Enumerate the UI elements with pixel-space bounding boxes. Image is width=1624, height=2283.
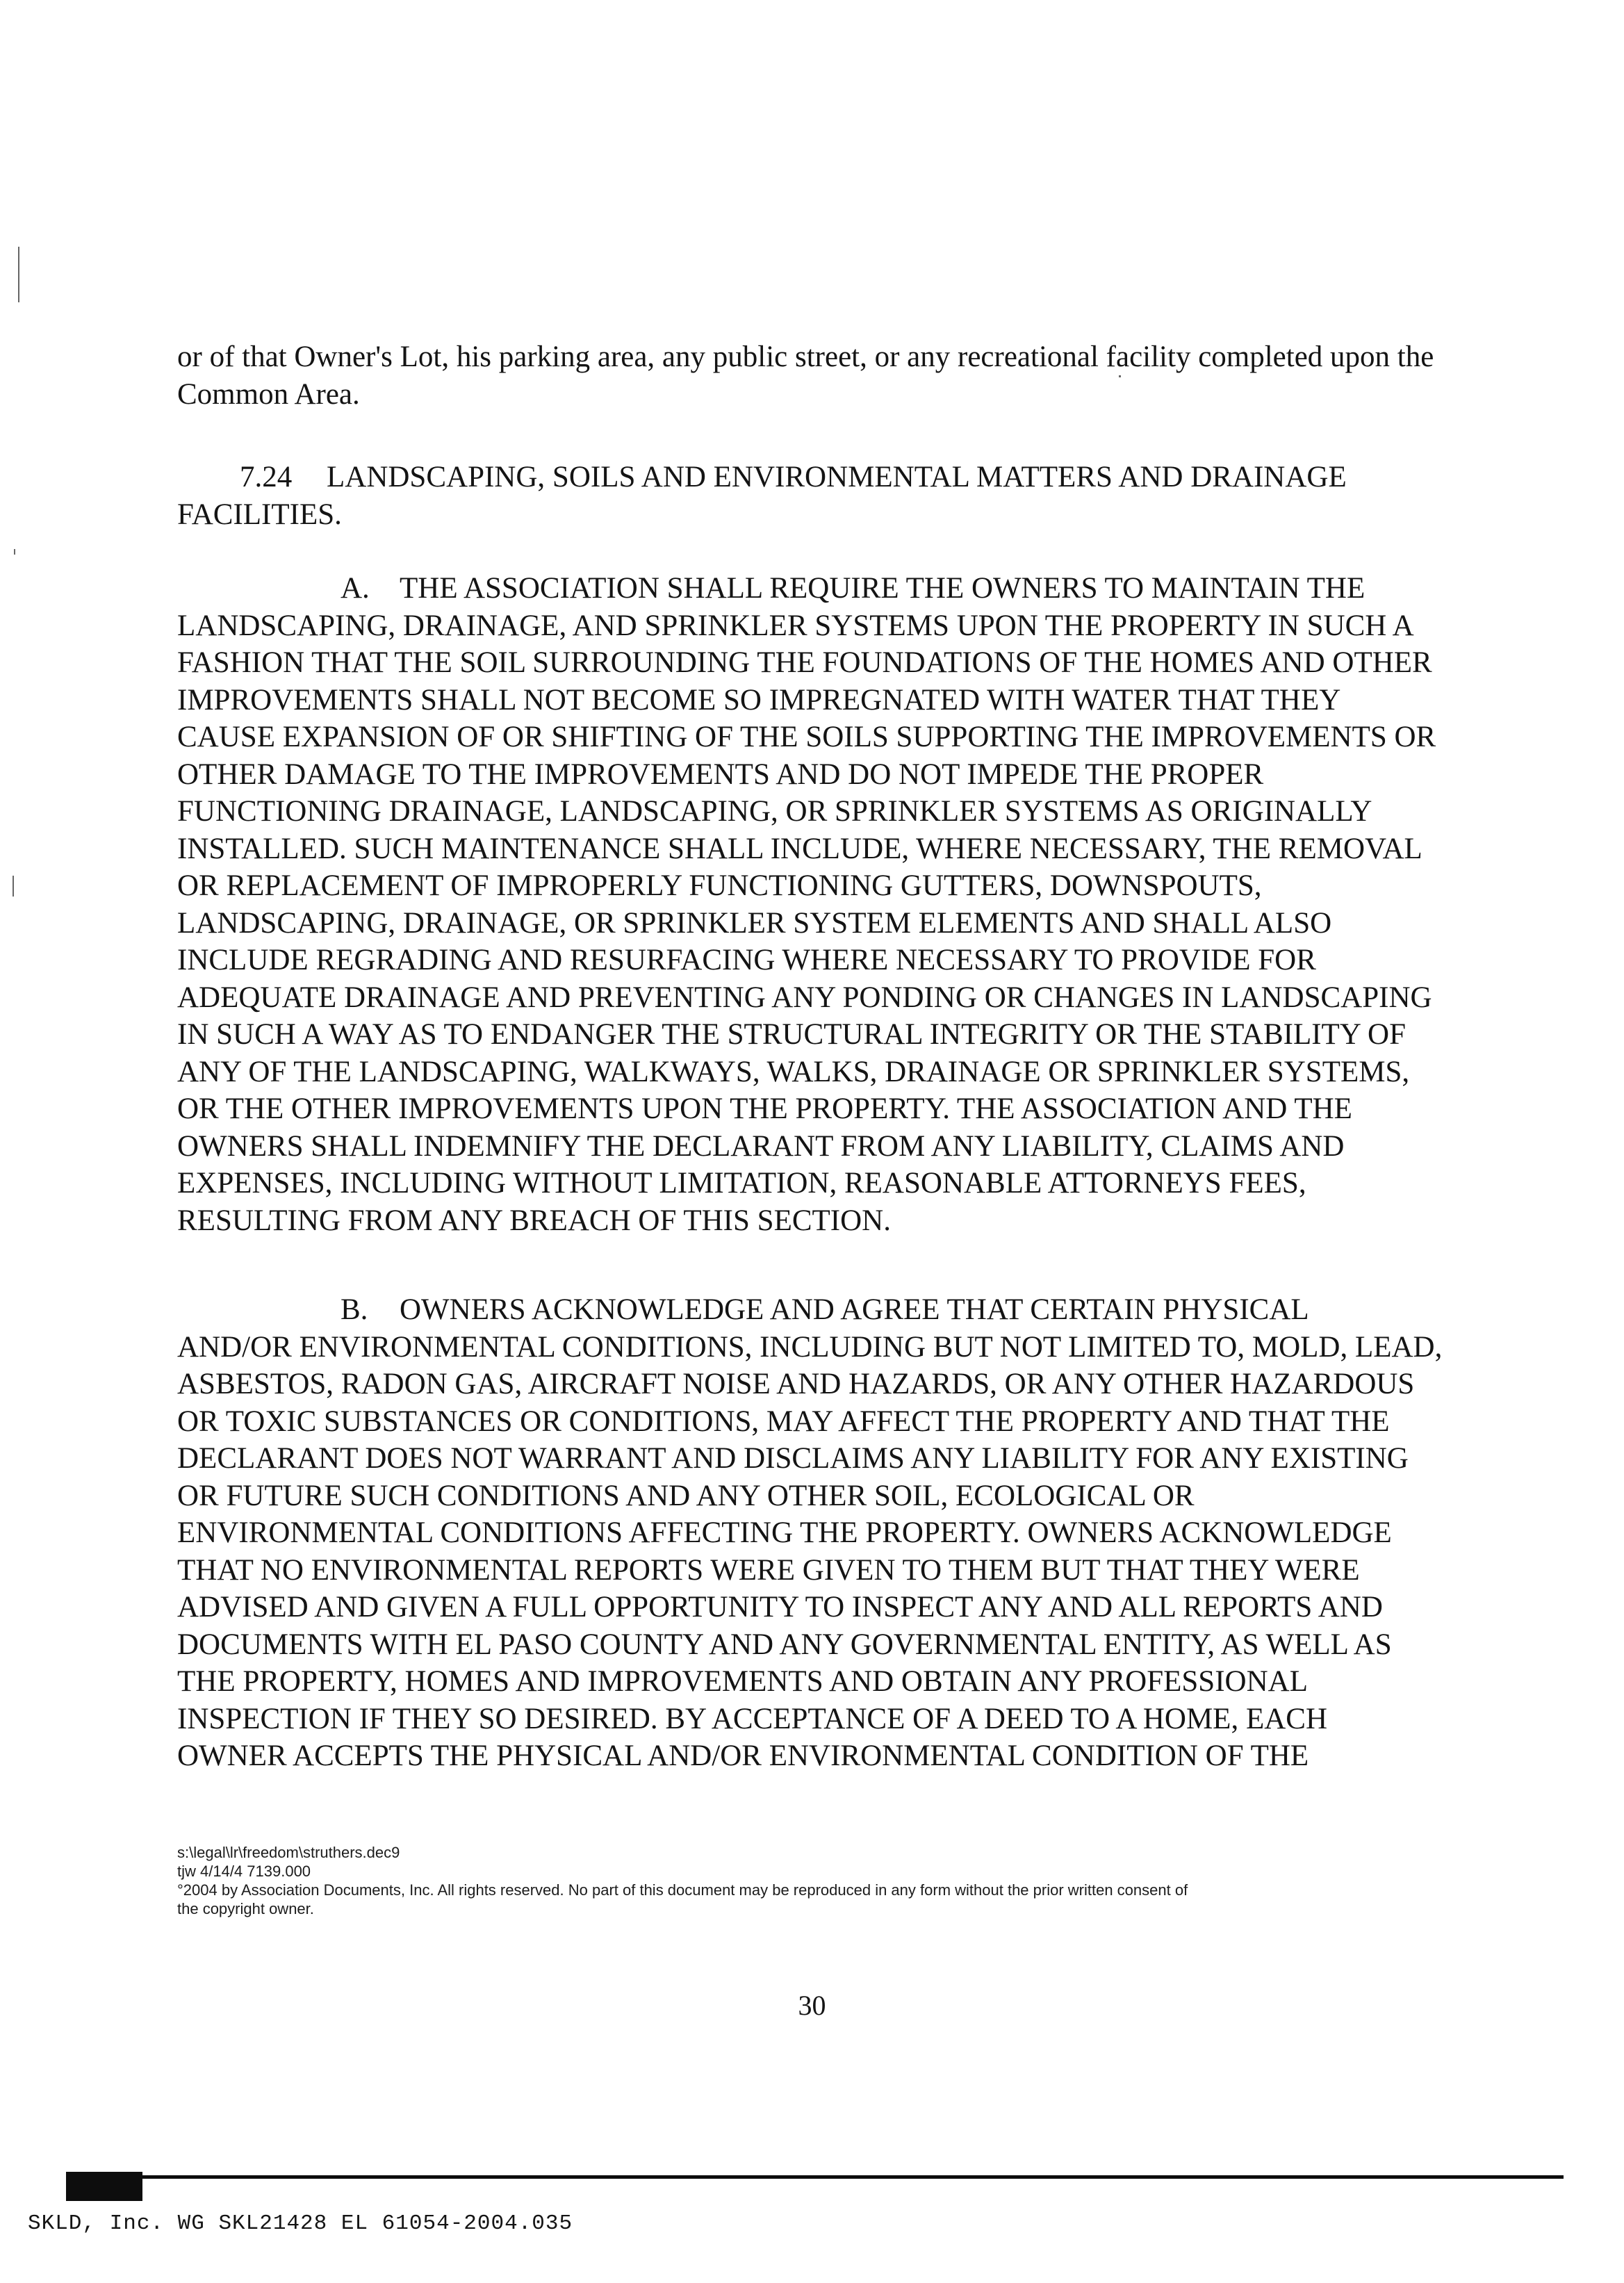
subsection-line: RESULTING FROM ANY BREACH OF THIS SECTION. bbox=[177, 1204, 891, 1237]
section-title: LANDSCAPING, SOILS AND ENVIRONMENTAL MATTERS AND DRAINAGE bbox=[327, 461, 1347, 493]
bottom-rule bbox=[66, 2175, 1564, 2179]
subsection-line: ADEQUATE DRAINAGE AND PREVENTING ANY PONDING OR CHANGES IN LANDSCAPING bbox=[177, 981, 1432, 1014]
subsection-line: LANDSCAPING, DRAINAGE, OR SPRINKLER SYSTEM ELEMENTS AND SHALL ALSO bbox=[177, 906, 1332, 940]
copyright-notice: °2004 by Association Documents, Inc. All rights reserved. No part of this document may be reproduced in any form without the prior written consent of bbox=[177, 1881, 1188, 1899]
continuation-line: or of that Owner's Lot, his parking area, any public street, or any recreational facility completed upon the bbox=[177, 341, 1434, 373]
subsection-line: OR THE OTHER IMPROVEMENTS UPON THE PROPERTY. THE ASSOCIATION AND THE bbox=[177, 1093, 1352, 1125]
subsection-line: OR TOXIC SUBSTANCES OR CONDITIONS, MAY AFFECT THE PROPERTY AND THAT THE bbox=[177, 1405, 1390, 1438]
subsection-a bbox=[177, 570, 1518, 1239]
subsection-line: THAT NO ENVIRONMENTAL REPORTS WERE GIVEN TO THEM BUT THAT THEY WERE bbox=[177, 1553, 1360, 1587]
scan-speck bbox=[13, 876, 14, 897]
subsection-line: OWNERS SHALL INDEMNIFY THE DECLARANT FROM ANY LIABILITY, CLAIMS AND bbox=[177, 1129, 1345, 1163]
subsection-letter: A. bbox=[341, 572, 370, 605]
section-number: 7.24 bbox=[240, 461, 293, 493]
subsection-line: ANY OF THE LANDSCAPING, WALKWAYS, WALKS, DRAINAGE OR SPRINKLER SYSTEMS, bbox=[177, 1055, 1410, 1088]
subsection-line: OWNER ACCEPTS THE PHYSICAL AND/OR ENVIRONMENTAL CONDITION OF THE bbox=[177, 1740, 1309, 1772]
continuation-paragraph bbox=[177, 338, 1518, 413]
subsection-line: THE PROPERTY, HOMES AND IMPROVEMENTS AND OBTAIN ANY PROFESSIONAL bbox=[177, 1665, 1308, 1698]
file-path: s:\legal\lr\freedom\struthers.dec9 bbox=[177, 1844, 400, 1861]
subsection-line: ASBESTOS, RADON GAS, AIRCRAFT NOISE AND HAZARDS, OR ANY OTHER HAZARDOUS bbox=[177, 1368, 1415, 1400]
subsection-line: IMPROVEMENTS SHALL NOT BECOME SO IMPREGNATED WITH WATER THAT THEY bbox=[177, 683, 1341, 717]
subsection-line: CAUSE EXPANSION OF OR SHIFTING OF THE SOILS SUPPORTING THE IMPROVEMENTS OR bbox=[177, 721, 1436, 753]
subsection-line: DOCUMENTS WITH EL PASO COUNTY AND ANY GOVERNMENTAL ENTITY, AS WELL AS bbox=[177, 1628, 1392, 1661]
subsection-line: FUNCTIONING DRAINAGE, LANDSCAPING, OR SPRINKLER SYSTEMS AS ORIGINALLY bbox=[177, 795, 1372, 828]
subsection-line: ENVIRONMENTAL CONDITIONS AFFECTING THE PROPERTY. OWNERS ACKNOWLEDGE bbox=[177, 1516, 1392, 1549]
subsection-letter: B. bbox=[341, 1293, 368, 1326]
bates-stamp: SKLD, Inc. WG SKL21428 EL 61054-2004.035 bbox=[28, 2211, 573, 2236]
subsection-line: OR FUTURE SUCH CONDITIONS AND ANY OTHER SOIL, ECOLOGICAL OR bbox=[177, 1479, 1195, 1512]
subsection-line: OWNERS ACKNOWLEDGE AND AGREE THAT CERTAIN PHYSICAL bbox=[400, 1293, 1309, 1326]
subsection-line: IN SUCH A WAY AS TO ENDANGER THE STRUCTURAL INTEGRITY OR THE STABILITY OF bbox=[177, 1018, 1406, 1051]
subsection-line: AND/OR ENVIRONMENTAL CONDITIONS, INCLUDING BUT NOT LIMITED TO, MOLD, LEAD, bbox=[177, 1330, 1443, 1364]
continuation-line: Common Area. bbox=[177, 377, 360, 411]
subsection-line: ADVISED AND GIVEN A FULL OPPORTUNITY TO INSPECT ANY AND ALL REPORTS AND bbox=[177, 1591, 1383, 1623]
document-footer bbox=[177, 1843, 1498, 1918]
page-number: 30 bbox=[798, 1990, 826, 2021]
subsection-line: OR REPLACEMENT OF IMPROPERLY FUNCTIONING GUTTERS, DOWNSPOUTS, bbox=[177, 869, 1262, 902]
subsection-line: LANDSCAPING, DRAINAGE, AND SPRINKLER SYSTEMS UPON THE PROPERTY IN SUCH A bbox=[177, 609, 1414, 642]
subsection-line: THE ASSOCIATION SHALL REQUIRE THE OWNERS TO MAINTAIN THE bbox=[400, 572, 1365, 605]
section-title-continued: FACILITIES. bbox=[177, 498, 342, 531]
scan-speck bbox=[14, 549, 15, 555]
section-heading bbox=[177, 459, 1518, 533]
subsection-line: EXPENSES, INCLUDING WITHOUT LIMITATION, REASONABLE ATTORNEYS FEES, bbox=[177, 1167, 1306, 1200]
subsection-line: INSPECTION IF THEY SO DESIRED. BY ACCEPTANCE OF A DEED TO A HOME, EACH bbox=[177, 1702, 1327, 1735]
scan-speck bbox=[18, 247, 19, 302]
subsection-line: INCLUDE REGRADING AND RESURFACING WHERE NECESSARY TO PROVIDE FOR bbox=[177, 944, 1316, 976]
copyright-notice-continued: the copyright owner. bbox=[177, 1900, 314, 1917]
subsection-line: INSTALLED. SUCH MAINTENANCE SHALL INCLUDE, WHERE NECESSARY, THE REMOVAL bbox=[177, 832, 1422, 865]
subsection-line: OTHER DAMAGE TO THE IMPROVEMENTS AND DO NOT IMPEDE THE PROPER bbox=[177, 758, 1264, 791]
subsection-b bbox=[177, 1291, 1518, 1775]
subsection-line: DECLARANT DOES NOT WARRANT AND DISCLAIMS ANY LIABILITY FOR ANY EXISTING bbox=[177, 1442, 1409, 1475]
initials-line: tjw 4/14/4 7139.000 bbox=[177, 1863, 311, 1880]
scan-speck bbox=[1119, 375, 1121, 377]
subsection-line: FASHION THAT THE SOIL SURROUNDING THE FOUNDATIONS OF THE HOMES AND OTHER bbox=[177, 646, 1432, 679]
